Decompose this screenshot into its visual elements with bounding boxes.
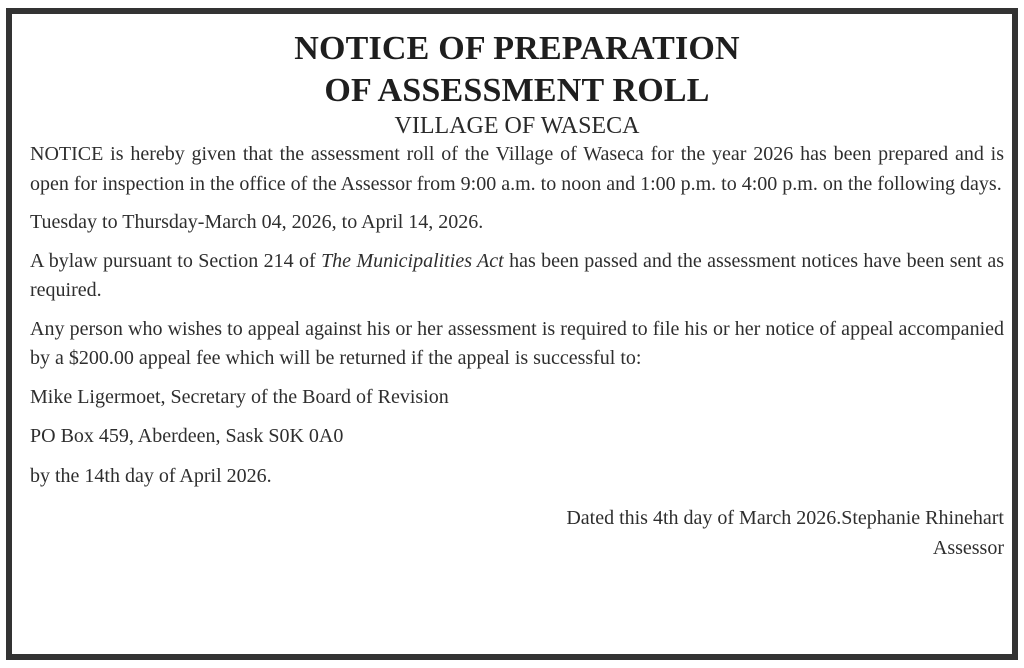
paragraph-notice: NOTICE is hereby given that the assessment roll of the Village of Waseca for the year 2026 has been prepared and is open for inspection in the office of the Assessor from 9:00 a.m. to noon and 1:00 p.m. to 4:00 p.m. on the following days. [30, 143, 1004, 195]
paragraph-dates: Tuesday to Thursday-March 04, 2026, to April 14, 2026. [30, 211, 484, 233]
contact-name: Mike Ligermoet, Secretary of the Board of Revision [30, 385, 449, 408]
notice-title [30, 28, 1004, 112]
appeal-deadline: by the 14th day of April 2026. [30, 464, 272, 487]
bylaw-text-before: A bylaw pursuant to Section 214 of [30, 249, 322, 272]
title-line-2: OF ASSESSMENT ROLL [324, 72, 710, 109]
contact-address: PO Box 459, Aberdeen, Sask S0K 0A0 [30, 425, 344, 447]
signature-block [30, 503, 1004, 563]
title-line-1: NOTICE OF PREPARATION [294, 30, 740, 67]
notice-content [30, 28, 1004, 654]
dated-line: Dated this 4th day of March 2026.Stephanie Rhinehart [566, 507, 1004, 529]
paragraph-bylaw [30, 247, 1004, 306]
act-name: The Municipalities Act [321, 249, 504, 272]
notice-border [6, 8, 1018, 660]
bylaw-text-after: has been passed and the assessment notices have been sent as required. [30, 249, 1004, 301]
paragraph-appeal: Any person who wishes to appeal against his or her assessment is required to file his or her notice of appeal accompanied by a $200.00 appeal fee which will be returned if the appeal is successful to: [30, 317, 1004, 369]
notice-subtitle: VILLAGE OF WASECA [394, 113, 640, 139]
signer-title: Assessor [932, 537, 1004, 559]
